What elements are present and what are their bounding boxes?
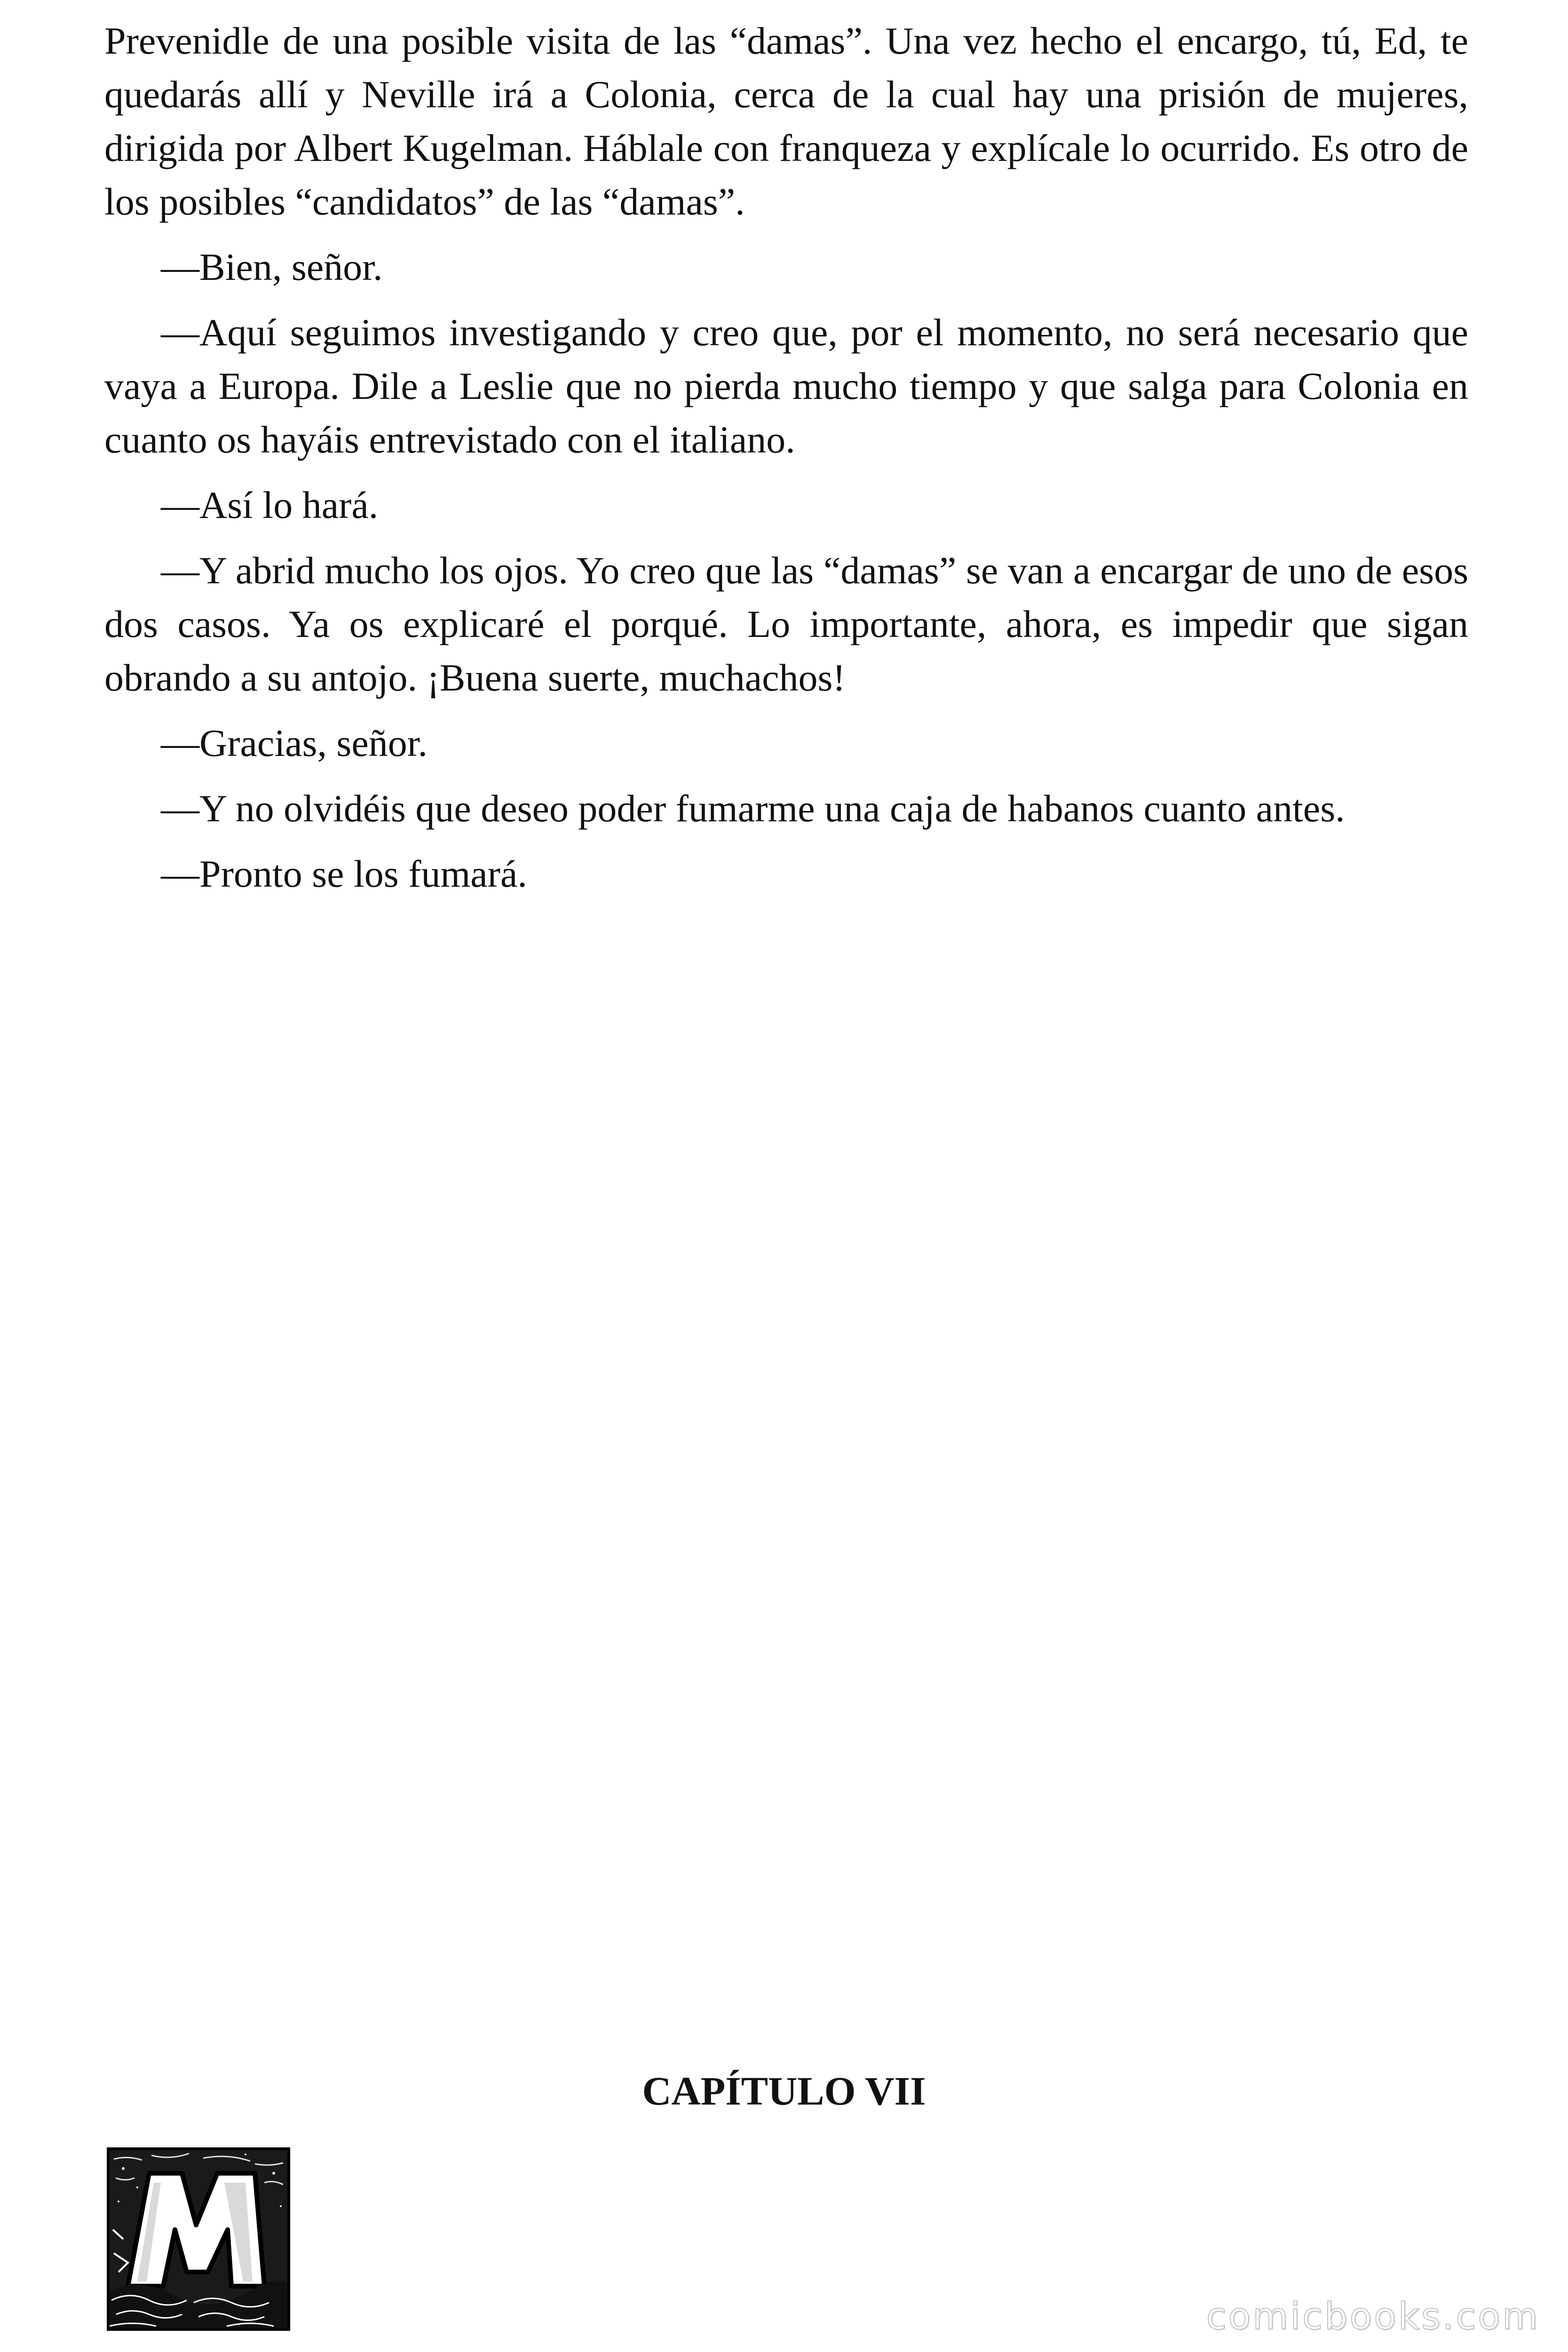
site-watermark: comicbooks.com <box>1206 2296 1540 2338</box>
dialogue-line: —Y abrid mucho los ojos. Yo creo que las “damas” se van a encargar de uno de esos dos casos. Ya os explicaré el porqué. Lo importante, ahora, es impedir que sigan obrando a su antojo. ¡Buena suerte, muchachos! <box>104 549 1468 699</box>
chapter-title: CAPÍTULO VII <box>642 2068 926 2114</box>
dialogue-line: —Bien, señor. <box>161 246 383 288</box>
dialogue-line: —Pronto se los fumará. <box>161 852 527 895</box>
dialogue-line: —Y no olvidéis que deseo poder fumarme una caja de habanos cuanto antes. <box>161 787 1345 830</box>
body-text <box>104 14 1468 913</box>
dialogue-line: —Así lo hará. <box>161 484 379 526</box>
dialogue-line: —Aquí seguimos investigando y creo que, por el momento, no será necesario que vaya a Europa. Dile a Leslie que no pierda mucho tiempo y que salga para Colonia en cuanto os hayáis entrevistado con el italiano. <box>104 311 1468 461</box>
paragraph: Prevenidle de una posible visita de las “damas”. Una vez hecho el encargo, tú, Ed, te quedarás allí y Neville irá a Colonia, cerca de la cual hay una prisión de mujeres, dirigida por Albert Kugelman. Háblale con franqueza y explícale lo ocurrido. Es otro de los posibles “candidatos” de las “damas”. <box>104 19 1468 223</box>
woodcut-initial-m-icon <box>104 2145 293 2333</box>
dialogue-line: —Gracias, señor. <box>161 722 428 764</box>
